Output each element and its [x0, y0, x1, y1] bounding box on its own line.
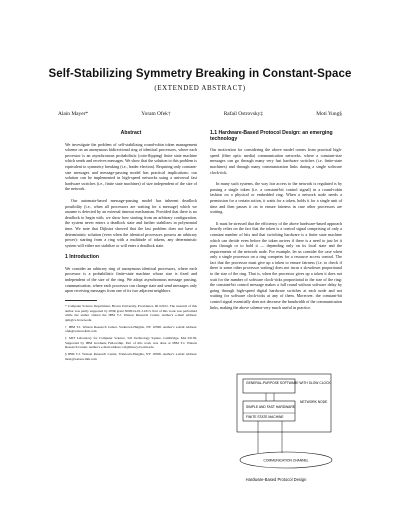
- author-list: [58, 111, 342, 117]
- author-name: Alain Mayer*: [58, 111, 89, 117]
- section-heading-introduction: 1 Introduction: [65, 254, 99, 261]
- author-name: Moti Yung§: [316, 111, 342, 117]
- left-column: [65, 131, 197, 364]
- fsm-label: FINITE STATE MACHINE: [246, 415, 284, 419]
- footnote: * Computer Science Department, Brown University, Providence, RI 02912. The research of this author was partly supported by ONR grant N00014-91-J-1613. Part of this work was performed while the author visited the IBM T.J. Watson Research Center. Author's e-mail address: ajm@cs.brown.edu: [65, 303, 197, 322]
- network-node-label: NETWORK NODE: [300, 400, 328, 404]
- section-paragraph: It must be stressed that the efficiency of the above hardware-based approach heavily relies on the fact that the token is a control signal comprising of only a constant number of bits and that switching hardware is a finite state machine which can decide even before the token arrives if there is a need to just let it pass through or to hold it — depending only on its local state and the requirements of the network node. For example, let us consider the case when only a single processor on a ring competes for a resource access control. The fact that the processor must give up a token to ensure fairness (i.e. to check if there is some other processor waiting) does not incur a slowdown proportional to the size of the ring. That is, when the processor gives up a token it does not wait for the number of software clock-ticks proportional to the size of the ring: the constant-bit control message makes a full round without software delay by going through high-speed digital hardware switches at each node and not waiting for software clock-ticks at any of them. Moreover, the constant-bit control signal essentially does not decrease the bandwidth of the communication links, making the above scheme very much useful in practice.: [210, 220, 342, 310]
- paper-title: Self-Stabilizing Symmetry Breaking in Constant-Space: [48, 68, 352, 80]
- footnote: † IBM T.J. Watson Research Center, Yorktown-Heights, NY 10598. Author's e-mail address: ofek@watson.ibm.com: [65, 324, 197, 334]
- section-heading-hardware-design: 1.1 Hardware-Based Protocol Design: an emerging technology: [210, 130, 333, 142]
- section-paragraph: In many such systems, the way fair access to the network is regulated is by passing a single token (i.e. a constant-bit control signal) in a round-robin fashion on a physical or embedded ring. When a network node needs a permission for a certain action, it waits for a token, holds it for a single unit of time and then passes it on to ensure fairness in case other processors are waiting.: [210, 181, 342, 215]
- hardware-diagram: [236, 373, 344, 481]
- abstract-heading: Abstract: [120, 130, 142, 136]
- abstract-paragraph: Our automata-based message-passing model has inherent deadlock possibility (i.e., when all processors are waiting for a message) which we assume is detected by an external timeout mechanism. Provided that there is no deadlock to begin with, we show how starting from an arbitrary configuration, the system never enters a deadlock state and further stabilizes in polynomial time. We note that Dijkstra showed that the last problem does not have a deterministic solution (even when the identical processors possess an arbitrary power): starting from a ring with a multitude of tokens, any deterministic system will either not stabilize or will enter a deadlock state.: [65, 197, 197, 248]
- right-column: [210, 131, 342, 316]
- software-box-label: [246, 381, 331, 385]
- author-name: Rafail Ostrovsky‡: [223, 111, 264, 117]
- paper-subtitle: (EXTENDED ABSTRACT): [154, 84, 246, 92]
- hardware-figure: [236, 373, 344, 481]
- figure-caption: Hardware-Based Protocol Design: [245, 477, 307, 482]
- hardware-box-label: SIMPLE AND FAST HARDWARE: [246, 405, 295, 409]
- section-paragraph: Our motivation for considering the above model comes from practical high-speed (fiber optic media) communication networks, where a constant-size messages can go through many very fast hardware switches (i.e. finite-state machines) and through many communication links during a single software clock-tick.: [210, 147, 342, 175]
- abstract-paragraph: We investigate the problem of self-stabilizing round-robin token management scheme on an anonymous bidirectional ring of identical processors, where each processor is an asynchronous probabilistic (coin-flipping) finite state machine which sends and receives messages. We show that the solution to this problem is equivalent to symmetry breaking (i.e., leader election). Requiring only constant-size messages and message-passing model has practical implications: our solution can be implemented in high-speed networks using a universal fast hardware switches (i.e., finite state machines) of size independent of the size of the network.: [65, 141, 197, 192]
- intro-paragraph: We consider an arbitrary ring of anonymous identical processors, where each processor is a probabilistic finite-state machine whose size is fixed and independent of the size of the ring. We adopt asynchronous message passing, communication, where each processor can change state and send messages only upon receiving messages from one of its two adjacent neighbors.: [65, 265, 197, 294]
- software-label-line: GENERAL-PURPOSE SOFTWARE WITH SLOW CLOCK: [246, 381, 331, 385]
- communication-channel-label: COMMUNICATION CHANNEL: [263, 458, 309, 463]
- footnote: ‡ MIT Laboratory for Computer Science, 545 Technology Square, Cambridge, MA 02139. Supported by IBM Graduate Fellowship. Part of this work was done at IBM T.J. Watson Research Center. Author's e-mail address: raf@theory.lcs.mit.edu: [65, 336, 197, 350]
- footnote: § IBM T.J. Watson Research Center, Yorktown-Heights, NY 10598. Author's e-mail address: moti@watson.ibm.com: [65, 352, 197, 361]
- author-name: Yoram Ofek†: [141, 111, 171, 117]
- footnote-divider: [65, 300, 97, 301]
